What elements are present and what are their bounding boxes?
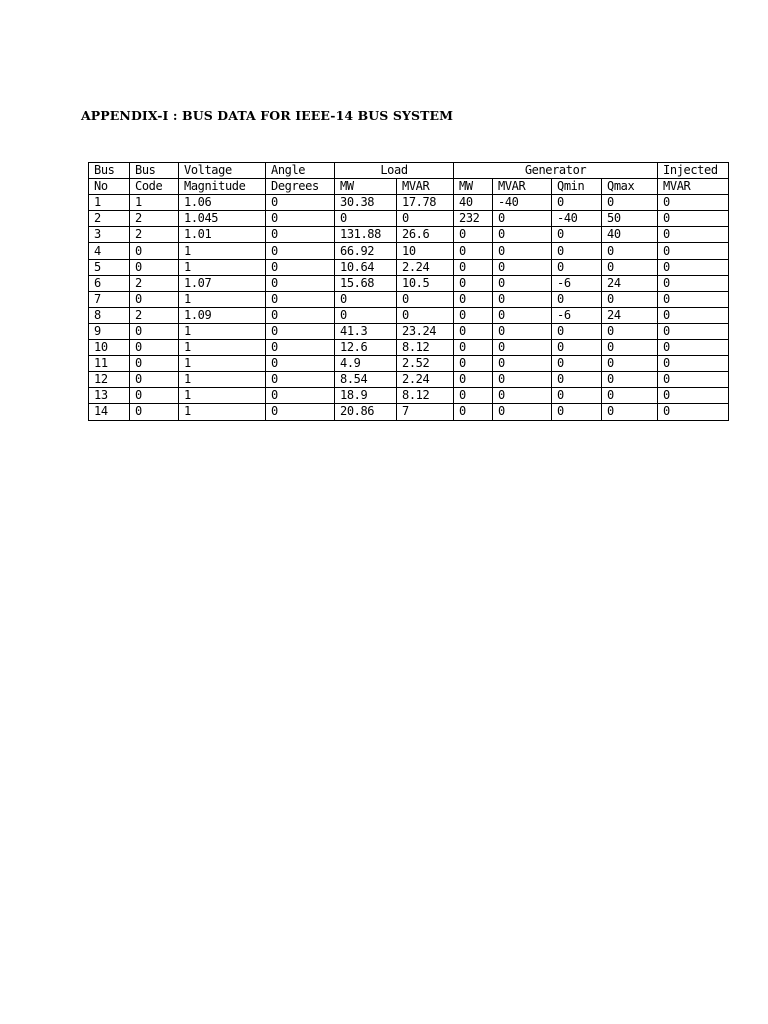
header-bus-no: Bus — [89, 163, 130, 179]
header-angle-degrees-line2: Degrees — [266, 179, 335, 195]
table-cell: 2 — [89, 211, 130, 227]
table-cell: 0 — [602, 372, 658, 388]
table-body — [89, 195, 729, 420]
table-cell: 0 — [454, 227, 493, 243]
table-cell: 0 — [266, 372, 335, 388]
table-cell: 1 — [179, 340, 266, 356]
table-row — [89, 307, 729, 323]
table-cell: 8.12 — [397, 340, 454, 356]
table-cell: 0 — [454, 259, 493, 275]
table-row — [89, 388, 729, 404]
table-cell: 8.12 — [397, 388, 454, 404]
table-cell: 0 — [602, 340, 658, 356]
table-cell: 0 — [658, 372, 729, 388]
table-cell: 1.045 — [179, 211, 266, 227]
table-cell: 13 — [89, 388, 130, 404]
table-header-row-2 — [89, 179, 729, 195]
table-cell: 18.9 — [335, 388, 397, 404]
table-cell: 0 — [266, 259, 335, 275]
table-cell: 10 — [397, 243, 454, 259]
table-cell: -6 — [552, 307, 602, 323]
table-cell: 0 — [454, 323, 493, 339]
table-cell: 0 — [493, 372, 552, 388]
table-row — [89, 275, 729, 291]
header-bus-code-line2: Code — [130, 179, 179, 195]
header-gen-mw: MW — [454, 179, 493, 195]
table-cell: 17.78 — [397, 195, 454, 211]
table-header-row-1 — [89, 163, 729, 179]
table-cell: 0 — [552, 291, 602, 307]
table-row — [89, 340, 729, 356]
table-cell: 0 — [130, 340, 179, 356]
table-cell: 0 — [493, 227, 552, 243]
table-cell: 1 — [179, 356, 266, 372]
table-cell: 50 — [602, 211, 658, 227]
table-cell: 0 — [658, 259, 729, 275]
table-cell: 20.86 — [335, 404, 397, 420]
table-cell: 0 — [130, 372, 179, 388]
header-gen-mvar: MVAR — [493, 179, 552, 195]
table-cell: 1 — [179, 291, 266, 307]
table-cell: 23.24 — [397, 323, 454, 339]
header-angle-degrees: Angle — [266, 163, 335, 179]
header-load-mw: MW — [335, 179, 397, 195]
table-cell: 0 — [454, 356, 493, 372]
table-cell: 0 — [266, 275, 335, 291]
table-cell: 0 — [658, 307, 729, 323]
table-cell: 0 — [552, 195, 602, 211]
table-cell: 8.54 — [335, 372, 397, 388]
table-cell: 0 — [130, 259, 179, 275]
table-cell: 0 — [335, 307, 397, 323]
table-cell: 1.06 — [179, 195, 266, 211]
table-cell: 0 — [266, 356, 335, 372]
header-gen-qmax: Qmax — [602, 179, 658, 195]
table-cell: 0 — [266, 211, 335, 227]
table-row — [89, 356, 729, 372]
table-cell: 14 — [89, 404, 130, 420]
table-cell: 0 — [552, 340, 602, 356]
table-cell: 0 — [658, 388, 729, 404]
table-cell: 0 — [454, 307, 493, 323]
table-cell: 0 — [493, 388, 552, 404]
table-row — [89, 372, 729, 388]
table-cell: 0 — [454, 340, 493, 356]
header-gen-qmin: Qmin — [552, 179, 602, 195]
table-cell: 0 — [130, 356, 179, 372]
table-cell: 0 — [552, 356, 602, 372]
table-cell: 0 — [552, 372, 602, 388]
table-row — [89, 259, 729, 275]
table-cell: 0 — [602, 323, 658, 339]
table-cell: 0 — [454, 404, 493, 420]
table-cell: 0 — [130, 388, 179, 404]
table-cell: 0 — [493, 356, 552, 372]
table-cell: 12 — [89, 372, 130, 388]
table-cell: 10.64 — [335, 259, 397, 275]
header-bus-no-line2: No — [89, 179, 130, 195]
table-cell: 0 — [658, 323, 729, 339]
table-cell: 0 — [454, 275, 493, 291]
header-injected-mvar: Injected — [658, 163, 729, 179]
table-cell: 6 — [89, 275, 130, 291]
table-cell: 7 — [89, 291, 130, 307]
table-cell: 1.07 — [179, 275, 266, 291]
table-cell: 0 — [454, 291, 493, 307]
table-cell: 0 — [493, 323, 552, 339]
table-cell: 0 — [493, 340, 552, 356]
table-cell: 0 — [658, 243, 729, 259]
table-cell: 0 — [335, 291, 397, 307]
table-cell: 4 — [89, 243, 130, 259]
table-cell: 0 — [552, 323, 602, 339]
table-cell: 0 — [493, 211, 552, 227]
table-cell: 24 — [602, 275, 658, 291]
table-cell: 0 — [266, 227, 335, 243]
table-cell: 0 — [658, 211, 729, 227]
table-cell: 1 — [179, 404, 266, 420]
table-cell: 0 — [552, 404, 602, 420]
table-cell: 66.92 — [335, 243, 397, 259]
table-cell: 0 — [266, 307, 335, 323]
table-cell: 3 — [89, 227, 130, 243]
table-cell: 0 — [493, 291, 552, 307]
table-cell: 41.3 — [335, 323, 397, 339]
table-cell: -40 — [493, 195, 552, 211]
table-cell: 0 — [658, 356, 729, 372]
table-cell: 1.09 — [179, 307, 266, 323]
table-cell: 0 — [130, 404, 179, 420]
table-cell: 0 — [493, 307, 552, 323]
table-cell: 24 — [602, 307, 658, 323]
table-cell: 1 — [179, 372, 266, 388]
table-cell: 0 — [658, 195, 729, 211]
table-cell: 2 — [130, 227, 179, 243]
table-cell: 1 — [179, 259, 266, 275]
table-cell: 0 — [602, 243, 658, 259]
table-row — [89, 195, 729, 211]
table-cell: -6 — [552, 275, 602, 291]
table-cell: 7 — [397, 404, 454, 420]
table-cell: 0 — [266, 291, 335, 307]
table-cell: 0 — [658, 291, 729, 307]
table-cell: 0 — [602, 404, 658, 420]
header-voltage-magnitude: Voltage — [179, 163, 266, 179]
table-row — [89, 404, 729, 420]
table-cell: 0 — [658, 227, 729, 243]
table-row — [89, 243, 729, 259]
table-cell: 0 — [552, 259, 602, 275]
table-cell: 0 — [493, 259, 552, 275]
table-cell: 40 — [602, 227, 658, 243]
header-load-group: Load — [335, 163, 454, 179]
table-cell: 0 — [552, 227, 602, 243]
header-voltage-magnitude-line2: Magnitude — [179, 179, 266, 195]
table-cell: 0 — [552, 243, 602, 259]
table-cell: 0 — [493, 243, 552, 259]
table-cell: 2 — [130, 211, 179, 227]
table-cell: 30.38 — [335, 195, 397, 211]
table-cell: 8 — [89, 307, 130, 323]
table-cell: -40 — [552, 211, 602, 227]
table-cell: 2.24 — [397, 372, 454, 388]
table-cell: 0 — [602, 356, 658, 372]
table-row — [89, 211, 729, 227]
table-cell: 1 — [89, 195, 130, 211]
table-cell: 12.6 — [335, 340, 397, 356]
table-cell: 0 — [130, 291, 179, 307]
table-cell: 40 — [454, 195, 493, 211]
table-cell: 0 — [266, 404, 335, 420]
table-cell: 0 — [130, 243, 179, 259]
table-cell: 0 — [397, 307, 454, 323]
bus-data-table — [88, 162, 729, 421]
table-cell: 0 — [658, 340, 729, 356]
table-cell: 0 — [266, 323, 335, 339]
table-cell: 1 — [179, 243, 266, 259]
table-cell: 131.88 — [335, 227, 397, 243]
table-cell: 0 — [266, 195, 335, 211]
table-cell: 0 — [335, 211, 397, 227]
table-cell: 10.5 — [397, 275, 454, 291]
header-generator-group: Generator — [454, 163, 658, 179]
table-cell: 10 — [89, 340, 130, 356]
header-bus-code: Bus — [130, 163, 179, 179]
table-cell: 5 — [89, 259, 130, 275]
table-cell: 0 — [602, 195, 658, 211]
table-cell: 0 — [602, 388, 658, 404]
table-cell: 0 — [266, 340, 335, 356]
table-cell: 0 — [602, 259, 658, 275]
table-cell: 0 — [493, 275, 552, 291]
table-row — [89, 291, 729, 307]
table-cell: 0 — [397, 211, 454, 227]
table-cell: 0 — [454, 243, 493, 259]
page-title: APPENDIX-I : BUS DATA FOR IEEE-14 BUS SYSTEM — [81, 108, 454, 123]
header-injected-mvar-line2: MVAR — [658, 179, 729, 195]
table-cell: 9 — [89, 323, 130, 339]
table-cell: 0 — [493, 404, 552, 420]
table-cell: 1 — [179, 388, 266, 404]
table-cell: 0 — [397, 291, 454, 307]
table-row — [89, 323, 729, 339]
table-cell: 0 — [130, 323, 179, 339]
table-cell: 15.68 — [335, 275, 397, 291]
table-cell: 232 — [454, 211, 493, 227]
table-cell: 2 — [130, 307, 179, 323]
table-cell: 4.9 — [335, 356, 397, 372]
table-row — [89, 227, 729, 243]
table-cell: 2.24 — [397, 259, 454, 275]
table-cell: 0 — [454, 372, 493, 388]
table-cell: 2.52 — [397, 356, 454, 372]
table-cell: 0 — [454, 388, 493, 404]
table-cell: 1.01 — [179, 227, 266, 243]
header-load-mvar: MVAR — [397, 179, 454, 195]
table-cell: 1 — [179, 323, 266, 339]
table-cell: 0 — [602, 291, 658, 307]
table-cell: 0 — [266, 388, 335, 404]
table-cell: 0 — [552, 388, 602, 404]
table-cell: 2 — [130, 275, 179, 291]
table-cell: 0 — [658, 275, 729, 291]
table-cell: 11 — [89, 356, 130, 372]
table-cell: 0 — [266, 243, 335, 259]
table-cell: 1 — [130, 195, 179, 211]
table-cell: 26.6 — [397, 227, 454, 243]
table-cell: 0 — [658, 404, 729, 420]
